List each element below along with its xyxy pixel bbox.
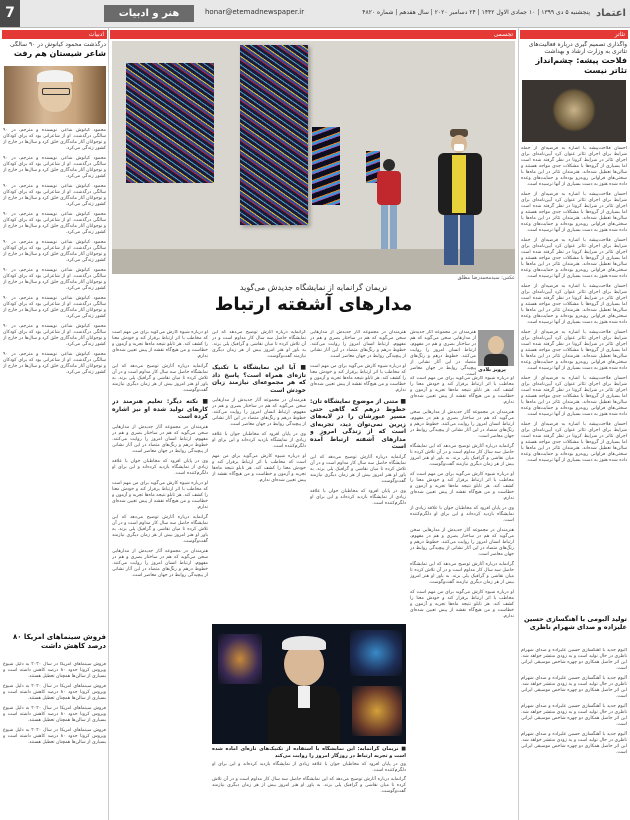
main-body-text: گرانمایه درباره آثارش توضیح می‌دهد که این نمایشگاه حاصل سه سال کار مداوم است و در آن تلاش کرده تا میان نقاشی و گرافیک پلی بزند. به باور او هنر امروز بیش از هر زمان دیگری نیازمند گفت‌وگوست. [112,514,208,544]
artwork-left [126,63,214,183]
left-kicker: درگذشت محمود کیانوش در ۹۰ سالگی [10,41,106,48]
right-headline: فلاحت پیشه: چشم‌انداز تئاتر نیست [535,56,627,75]
visitor-red-coat [374,159,404,259]
left-body-text-continued: محمود کیانوش شاعر، نویسنده و مترجم، در ۹۰ سالگی درگذشت. او از شاعرانی بود که برای کودکان و نوجوانان آثار ماندگاری خلق کرد و سال‌ها در خارج از کشور زندگی می‌کرد. [3,212,106,235]
right-second-article [521,648,627,818]
main-body-text: هنرمندان در مجموعه آثار جدیدش از مدارهایی سخن می‌گوید که هم در ساختار بصری و هم در مفهوم، ارتباط انسان امروز را روایت می‌کنند. خطوط درهم و رنگ‌های متضاد در این آثار نشانی از پیچیدگی روابط در جهان معاصر است. [410,528,514,557]
poet-portrait-photo [4,66,106,124]
main-body-text: هنرمندان در مجموعه آثار جدیدش از مدارهایی سخن می‌گوید که هم در ساختار بصری و هم در مفهوم، ارتباط انسان امروز را روایت می‌کنند. خطوط درهم و رنگ‌های متضاد در این آثار نشانی از پیچیدگی روابط در جهان معاصر است. [310,330,406,359]
left-body-text-continued: محمود کیانوش شاعر، نویسنده و مترجم، در ۹۰ سالگی درگذشت. او از شاعرانی بود که برای کودکان و نوجوانان آثار ماندگاری خلق کرد و سال‌ها در خارج از کشور زندگی می‌کرد. [3,324,106,347]
left-body-text-continued: محمود کیانوش شاعر، نویسنده و مترجم، در ۹۰ سالگی درگذشت. او از شاعرانی بود که برای کودکان و نوجوانان آثار ماندگاری خلق کرد و سال‌ها در خارج از کشور زندگی می‌کرد. [3,240,106,263]
artist-portrait-photo [212,624,406,744]
left-subhead-box [3,633,106,659]
artwork-center [240,45,308,225]
main-body-text: او درباره شیوه کارش می‌گوید برای من مهم است که مخاطب با اثر ارتباط برقرار کند و خودش معنا را کشف کند. هر تابلو نتیجه ماه‌ها تجربه و آزمون و خطاست و من هیچ‌گاه نقشه از پیش تعیین شده‌ای ندارم. [310,364,406,393]
right-body2-text: آلبوم جدید با آهنگسازی حسین علیزاده و صدای شهرام ناظری در حال تولید است و به زودی منتشر خواهد شد. این اثر حاصل همکاری دو چهره شاخص موسیقی ایرانی است. [521,648,627,671]
main-body-text: هنرمندان در مجموعه آثار جدیدش از مدارهایی سخن می‌گوید که هم در ساختار بصری و هم در مفهوم، ارتباط انسان امروز را روایت می‌کنند. خطوط درهم و رنگ‌های متضاد در این آثار نشانی از پیچیدگی روابط در جهان معاصر است. [112,548,208,578]
main-body-text: وی در پایان افزود که مخاطبان جوان با علاقه زیادی از نمایشگاه بازدید کرده‌اند و این برای او دلگرم‌کننده است. [310,488,406,506]
main-kicker: نریمان گرانمایه از نمایشگاه جدیدش می‌گوید [239,283,388,292]
pull-quote: ■ نکته دیگر: تعلیم هنرمند در کارهای تولید شده او نیز اشاره کرده است [112,398,208,420]
main-body-col2 [310,330,406,620]
section-email[interactable]: honar@etemadnewspaper.ir [205,8,305,16]
main-body-text: گرانمایه درباره آثارش توضیح می‌دهد که این نمایشگاه حاصل سه سال کار مداوم است و در آن تلاش کرده تا میان نقاشی و گرافیک پلی بزند. به باور او هنر امروز بیش از هر زمان دیگری نیازمند گفت‌وگوست. [410,562,514,585]
right-body-text-continued: احسان فلاحت‌پیشه با اشاره به فرضیه‌ای از جمله شرایط برای اجرای تئاتر عنوان کرد آیین‌نامه‌ای برای اجرای تئاتر در شرایط کرونا در نظر گرفته شده است اما بسیاری از گروه‌ها با مشکلات جدی مواجه هستند و سالن‌ها تعطیل شده‌اند. هنرمندان تئاتر در این ماه‌ها با سختی‌های فراوانی روبه‌رو بوده‌اند و حمایت‌های وعده داده شده هنوز به دست بسیاری از آنها نرسیده است. [521,422,627,463]
main-body-text: گرانمایه درباره آثارش توضیح می‌دهد که این نمایشگاه حاصل سه سال کار مداوم است و در آن تلاش کرده تا میان نقاشی و گرافیک پلی بزند. به باور او هنر امروز بیش از هر زمان دیگری نیازمند گفت‌وگوست. [112,364,208,393]
column-divider [518,28,519,820]
main-body-text: وی در پایان افزود که مخاطبان جوان با علاقه زیادی از نمایشگاه بازدید کرده‌اند و این برای او دلگرم‌کننده است. [410,506,514,523]
main-section-tag: تجسمی [110,30,516,39]
left-body-text-continued: محمود کیانوش شاعر، نویسنده و مترجم، در ۹۰ سالگی درگذشت. او از شاعرانی بود که برای کودکان و نوجوانان آثار ماندگاری خلق کرد و سال‌ها در خارج از کشور زندگی می‌کرد. [3,156,106,179]
left-body-text: محمود کیانوش شاعر، نویسنده و مترجم، در ۹۰ سالگی درگذشت. او از شاعرانی بود که برای کودکان و نوجوانان آثار ماندگاری خلق کرد و سال‌ها در خارج از کشور زندگی می‌کرد. [3,128,106,151]
column-divider [108,28,109,820]
main-body-text: گرانمایه درباره آثارش توضیح می‌دهد که این نمایشگاه حاصل سه سال کار مداوم است و در آن تلاش کرده تا میان نقاشی و گرافیک پلی بزند. به باور او هنر امروز بیش از هر زمان دیگری نیازمند گفت‌وگوست. [212,330,306,359]
left-article-body [3,128,106,628]
left-body2-text-continued: فروش سینماهای امریکا در سال ۲۰۲۰ به دلیل شیوع ویروس کرونا حدود ۸۰ درصد کاهش داشته است و بسیاری از سالن‌ها همچنان تعطیل هستند. [3,684,106,701]
theatre-photo [522,80,626,142]
gallery-photo [112,41,515,274]
page-number: 7 [0,0,20,27]
left-second-article [3,662,106,818]
main-body-text: هنرمندان در مجموعه آثار جدیدش از مدارهایی سخن می‌گوید که هم در ساختار بصری و هم در مفهوم، ارتباط انسان امروز را روایت می‌کنند. خطوط درهم و رنگ‌های متضاد در این آثار نشانی از پیچیدگی روابط در جهان معاصر است. [112,424,208,454]
right-subhead: تولید آلبومی با آهنگسازی حسین علیزاده و صدای شهرام ناظری [523,615,627,631]
right-body2-text-continued: آلبوم جدید با آهنگسازی حسین علیزاده و صدای شهرام ناظری در حال تولید است و به زودی منتشر خواهد شد. این اثر حاصل همکاری دو چهره شاخص موسیقی ایرانی است. [521,732,627,755]
right-subhead-box [521,615,627,645]
main-article-header [112,283,515,328]
right-body-text-continued: احسان فلاحت‌پیشه با اشاره به فرضیه‌ای از جمله شرایط برای اجرای تئاتر عنوان کرد آیین‌نامه‌ای برای اجرای تئاتر در شرایط کرونا در نظر گرفته شده است اما بسیاری از گروه‌ها با مشکلات جدی مواجه هستند و سالن‌ها تعطیل شده‌اند. هنرمندان تئاتر در این ماه‌ها با سختی‌های فراوانی روبه‌رو بوده‌اند و حمایت‌های وعده داده شده هنوز به دست بسیاری از آنها نرسیده است. [521,284,627,325]
right-section-tag: تئاتر [520,30,628,39]
main-body-text: وی در پایان افزود که مخاطبان جوان با علاقه زیادی از نمایشگاه بازدید کرده‌اند و این برای او دلگرم‌کننده است. [112,458,208,476]
left-subhead: فروش سینماهای امریکا ۸۰ درصد کاهش داشت [12,633,106,650]
right-kicker: واگذاری تصمیم گیری درباره فعالیت‌های تئاتری به وزارت ارشاد و بهداشت [528,41,627,55]
left-body2-text-continued: فروش سینماهای امریکا در سال ۲۰۲۰ به دلیل شیوع ویروس کرونا حدود ۸۰ درصد کاهش داشته است و بسیاری از سالن‌ها همچنان تعطیل هستند. [3,728,106,745]
right-body-text-continued: احسان فلاحت‌پیشه با اشاره به فرضیه‌ای از جمله شرایط برای اجرای تئاتر عنوان کرد آیین‌نامه‌ای برای اجرای تئاتر در شرایط کرونا در نظر گرفته شده است اما بسیاری از گروه‌ها با مشکلات جدی مواجه هستند و سالن‌ها تعطیل شده‌اند. هنرمندان تئاتر در این ماه‌ها با سختی‌های فراوانی روبه‌رو بوده‌اند و حمایت‌های وعده داده شده هنوز به دست بسیاری از آنها نرسیده است. [521,238,627,279]
section-title: هنر و ادبیات [104,5,194,22]
main-body-text: گرانمایه درباره آثارش توضیح می‌دهد که این نمایشگاه حاصل سه سال کار مداوم است و در آن تلاش کرده تا میان نقاشی و گرافیک پلی بزند. به باور او هنر امروز بیش از هر زمان دیگری نیازمند گفت‌وگوست. [310,454,406,484]
right-article-header [521,41,627,81]
main-body-text: وی در پایان افزود که مخاطبان جوان با علاقه زیادی از نمایشگاه بازدید کرده‌اند و این برای او دلگرم‌کننده است. [212,762,406,773]
artist-standing [434,129,486,269]
artwork-small-1 [312,127,340,205]
main-body-text: او درباره شیوه کارش می‌گوید برای من مهم است که مخاطب با اثر ارتباط برقرار کند و خودش معنا را کشف کند. هر تابلو نتیجه ماه‌ها تجربه و آزمون و خطاست و من هیچ‌گاه نقشه از پیش تعیین شده‌ای ندارم. [410,376,514,405]
main-body-text: او درباره شیوه کارش می‌گوید برای من مهم است که مخاطب با اثر ارتباط برقرار کند و خودش معنا را کشف کند. هر تابلو نتیجه ماه‌ها تجربه و آزمون و خطاست و من هیچ‌گاه نقشه از پیش تعیین شده‌ای ندارم. [212,454,306,483]
main-body-text: هنرمندان در مجموعه آثار جدیدش از مدارهایی سخن می‌گوید که هم در ساختار بصری و هم در مفهوم، ارتباط انسان امروز را روایت می‌کنند. خطوط درهم و رنگ‌های متضاد در این آثار نشانی از پیچیدگی روابط در جهان معاصر است. [410,330,476,377]
pull-quote: ■ آیا این نمایشگاه با تکنیک تازه‌ای همراه است؟ پاسخ داد که هر مجموعه‌ای نیازمند زبان خودش است [212,364,306,394]
main-body-text: او درباره شیوه کارش می‌گوید برای من مهم است که مخاطب با اثر ارتباط برقرار کند و خودش معنا را کشف کند. هر تابلو نتیجه ماه‌ها تجربه و آزمون و خطاست و من هیچ‌گاه نقشه از پیش تعیین شده‌ای ندارم. [112,480,208,510]
left-body-text-continued: محمود کیانوش شاعر، نویسنده و مترجم، در ۹۰ سالگی درگذشت. او از شاعرانی بود که برای کودکان و نوجوانان آثار ماندگاری خلق کرد و سال‌ها در خارج از کشور زندگی می‌کرد. [3,184,106,207]
right-body-text-continued: احسان فلاحت‌پیشه با اشاره به فرضیه‌ای از جمله شرایط برای اجرای تئاتر عنوان کرد آیین‌نامه‌ای برای اجرای تئاتر در شرایط کرونا در نظر گرفته شده است اما بسیاری از گروه‌ها با مشکلات جدی مواجه هستند و سالن‌ها تعطیل شده‌اند. هنرمندان تئاتر در این ماه‌ها با سختی‌های فراوانی روبه‌رو بوده‌اند و حمایت‌های وعده داده شده هنوز به دست بسیاری از آنها نرسیده است. [521,376,627,417]
left-body2-text: فروش سینماهای امریکا در سال ۲۰۲۰ به دلیل شیوع ویروس کرونا حدود ۸۰ درصد کاهش داشته است و بسیاری از سالن‌ها همچنان تعطیل هستند. [3,662,106,679]
main-body-text: او درباره شیوه کارش می‌گوید برای من مهم است که مخاطب با اثر ارتباط برقرار کند و خودش معنا را کشف کند. هر تابلو نتیجه ماه‌ها تجربه و آزمون و خطاست و من هیچ‌گاه نقشه از پیش تعیین شده‌ای ندارم. [112,330,208,359]
right-body-text: احسان فلاحت‌پیشه با اشاره به فرضیه‌ای از جمله شرایط برای اجرای تئاتر عنوان کرد آیین‌نامه‌ای برای اجرای تئاتر در شرایط کرونا در نظر گرفته شده است اما بسیاری از گروه‌ها با مشکلات جدی مواجه هستند و سالن‌ها تعطیل شده‌اند. هنرمندان تئاتر در این ماه‌ها با سختی‌های فراوانی روبه‌رو بوده‌اند و حمایت‌های وعده داده شده هنوز به دست بسیاری از آنها نرسیده است. [521,146,627,187]
left-headline: شاعر شیستان هم رفت [13,49,106,58]
author-photo [478,330,514,366]
right-body2-text-continued: آلبوم جدید با آهنگسازی حسین علیزاده و صدای شهرام ناظری در حال تولید است و به زودی منتشر خواهد شد. این اثر حاصل همکاری دو چهره شاخص موسیقی ایرانی است. [521,704,627,727]
pull-quote: ■ متنی از موضوع نمایشگاه تان: خطوط درهم که گاهی حتی مسیر عبورشان را در لایه‌های زیرین نمی‌توان دید، تجربه‌ای است که از زندگی امروز و مدارهای آشفته ارتباط آمده است [310,398,406,450]
main-headline: مدارهای آشفته ارتباط [214,294,413,315]
main-body-col3 [212,330,306,620]
right-body-text-continued: احسان فلاحت‌پیشه با اشاره به فرضیه‌ای از جمله شرایط برای اجرای تئاتر عنوان کرد آیین‌نامه‌ای برای اجرای تئاتر در شرایط کرونا در نظر گرفته شده است اما بسیاری از گروه‌ها با مشکلات جدی مواجه هستند و سالن‌ها تعطیل شده‌اند. هنرمندان تئاتر در این ماه‌ها با سختی‌های فراوانی روبه‌رو بوده‌اند و حمایت‌های وعده داده شده هنوز به دست بسیاری از آنها نرسیده است. [521,330,627,371]
main-body-text: گرانمایه درباره آثارش توضیح می‌دهد که این نمایشگاه حاصل سه سال کار مداوم است و در آن تلاش کرده تا میان نقاشی و گرافیک پلی بزند. به باور او هنر امروز بیش از هر زمان دیگری نیازمند گفت‌وگوست. [212,777,406,794]
photo-credit: عکس: سیدمحمدرضا مطلق [457,275,515,281]
right-body-text-continued: احسان فلاحت‌پیشه با اشاره به فرضیه‌ای از جمله شرایط برای اجرای تئاتر عنوان کرد آیین‌نامه‌ای برای اجرای تئاتر در شرایط کرونا در نظر گرفته شده است اما بسیاری از گروه‌ها با مشکلات جدی مواجه هستند و سالن‌ها تعطیل شده‌اند. هنرمندان تئاتر در این ماه‌ها با سختی‌های فراوانی روبه‌رو بوده‌اند و حمایت‌های وعده داده شده هنوز به دست بسیاری از آنها نرسیده است. [521,192,627,233]
portrait-caption-box [212,746,406,816]
page-header [0,0,630,28]
main-body-text: گرانمایه درباره آثارش توضیح می‌دهد که این نمایشگاه حاصل سه سال کار مداوم است و در آن تلاش کرده تا میان نقاشی و گرافیک پلی بزند. به باور او هنر امروز بیش از هر زمان دیگری نیازمند گفت‌وگوست. [410,444,514,467]
left-body-text-continued: محمود کیانوش شاعر، نویسنده و مترجم، در ۹۰ سالگی درگذشت. او از شاعرانی بود که برای کودکان و نوجوانان آثار ماندگاری خلق کرد و سال‌ها در خارج از کشور زندگی می‌کرد. [3,296,106,319]
right-article-body [521,146,627,611]
main-body-text: او درباره شیوه کارش می‌گوید برای من مهم است که مخاطب با اثر ارتباط برقرار کند و خودش معنا را کشف کند. هر تابلو نتیجه ماه‌ها تجربه و آزمون و خطاست و من هیچ‌گاه نقشه از پیش تعیین شده‌ای ندارم. [410,590,514,619]
main-body-col1 [410,376,514,818]
main-body-col1-top [410,330,476,380]
portrait-caption: ■ نریمان گرانمایه: این نمایشگاه با استفاده از تکنیک‌های تازه‌ای آماده شده است و تجربه ارتباط در روزگار امروز را روایت می‌کند [212,746,406,759]
left-body2-text-continued: فروش سینماهای امریکا در سال ۲۰۲۰ به دلیل شیوع ویروس کرونا حدود ۸۰ درصد کاهش داشته است و بسیاری از سالن‌ها همچنان تعطیل هستند. [3,706,106,723]
author-name: پرویز بلادی [478,367,506,373]
main-body-text: هنرمندان در مجموعه آثار جدیدش از مدارهایی سخن می‌گوید که هم در ساختار بصری و هم در مفهوم، ارتباط انسان امروز را روایت می‌کنند. خطوط درهم و رنگ‌های متضاد در این آثار نشانی از پیچیدگی روابط در جهان معاصر است. [410,410,514,439]
left-body-text-continued: محمود کیانوش شاعر، نویسنده و مترجم، در ۹۰ سالگی درگذشت. او از شاعرانی بود که برای کودکان و نوجوانان آثار ماندگاری خلق کرد و سال‌ها در خارج از کشور زندگی می‌کرد. [3,268,106,291]
main-body-text: او درباره شیوه کارش می‌گوید برای من مهم است که مخاطب با اثر ارتباط برقرار کند و خودش معنا را کشف کند. هر تابلو نتیجه ماه‌ها تجربه و آزمون و خطاست و من هیچ‌گاه نقشه از پیش تعیین شده‌ای ندارم. [410,472,514,501]
left-body-text-continued: محمود کیانوش شاعر، نویسنده و مترجم، در ۹۰ سالگی درگذشت. او از شاعرانی بود که برای کودکان و نوجوانان آثار ماندگاری خلق کرد و سال‌ها در خارج از کشور زندگی می‌کرد. [3,352,106,375]
main-body-col4 [112,330,208,818]
main-body-text: هنرمندان در مجموعه آثار جدیدش از مدارهایی سخن می‌گوید که هم در ساختار بصری و هم در مفهوم، ارتباط انسان امروز را روایت می‌کنند. خطوط درهم و رنگ‌های متضاد در این آثار نشانی از پیچیدگی روابط در جهان معاصر است. [212,398,306,427]
right-body2-text-continued: آلبوم جدید با آهنگسازی حسین علیزاده و صدای شهرام ناظری در حال تولید است و به زودی منتشر خواهد شد. این اثر حاصل همکاری دو چهره شاخص موسیقی ایرانی است. [521,676,627,699]
main-body-text: وی در پایان افزود که مخاطبان جوان با علاقه زیادی از نمایشگاه بازدید کرده‌اند و این برای او دلگرم‌کننده است. [212,432,306,449]
newspaper-logo: اعتماد [596,8,626,19]
left-article-header [3,41,106,65]
issue-line: پنجشنبه ۵ دی ۱۳۹۹ | ۱۰ جمادی الاول ۱۴۴۲ | ۲۴ دسامبر ۲۰۲۰ | سال هفدهم | شماره ۴۸۲۰ [362,9,590,16]
left-section-tag: ادبیات [2,30,107,39]
glasses-icon [42,88,70,95]
